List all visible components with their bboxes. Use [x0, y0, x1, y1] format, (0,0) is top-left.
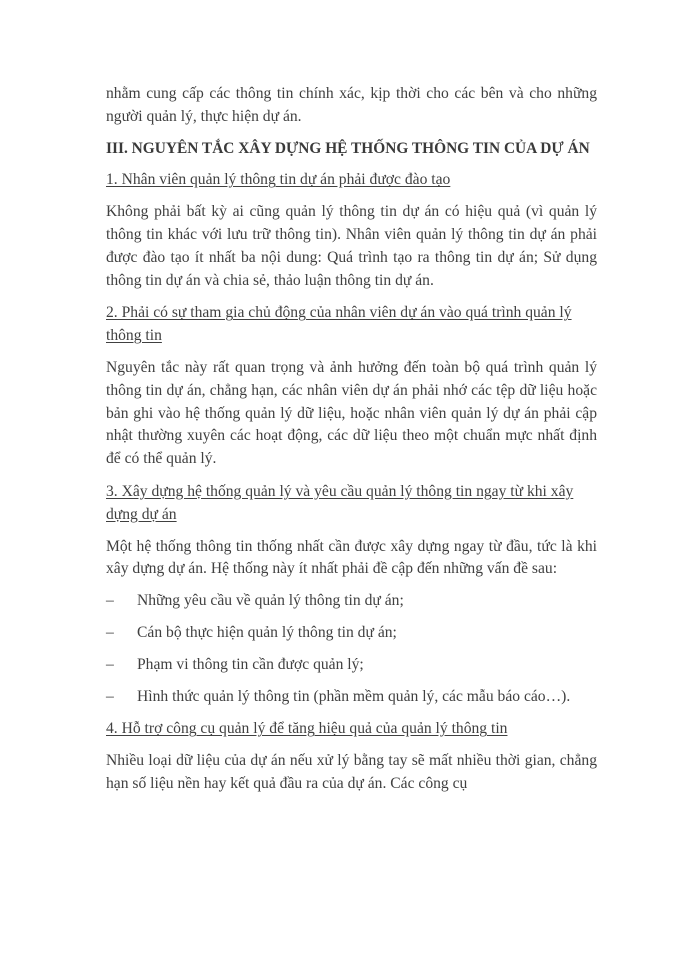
subsection-2-title: 2. Phải có sự tham gia chủ động của nhân viên dự án vào quá trình quản lý thông tin: [106, 304, 572, 345]
subsection-1-title: 1. Nhân viên quản lý thông tin dự án phải được đào tạo: [106, 171, 451, 189]
subsection-3-body: Một hệ thống thông tin thống nhất cần được xây dựng ngay từ đầu, tức là khi xây dựng dự án. Hệ thống này ít nhất phải đề cập đến những vấn đề sau:: [106, 537, 597, 578]
list-item-text: Những yêu cầu về quản lý thông tin dự án;: [137, 592, 404, 610]
list-item: [106, 686, 597, 709]
list-item: [106, 590, 597, 613]
list-item-text: Phạm vi thông tin cần được quản lý;: [137, 655, 364, 673]
subsection-4-title: 4. Hỗ trợ công cụ quản lý để tăng hiệu quả của quản lý thông tin: [106, 720, 508, 738]
document-page: [106, 83, 597, 796]
bullet-dash: –: [106, 623, 114, 641]
bullet-dash: –: [106, 655, 114, 673]
subsection-4-body: Nhiều loại dữ liệu của dự án nếu xử lý bằng tay sẽ mất nhiều thời gian, chẳng hạn số liệu nền hay kết quả đầu ra của dự án. Các công cụ: [106, 752, 597, 792]
bullet-dash: –: [106, 687, 114, 705]
intro-paragraph: nhằm cung cấp các thông tin chính xác, kịp thời cho các bên và cho những người quản lý, thực hiện dự án.: [106, 85, 597, 125]
bullet-dash: –: [106, 592, 114, 610]
subsection-3-title: 3. Xây dựng hệ thống quản lý và yêu cầu quản lý thông tin ngay từ khi xây dựng dự án: [106, 482, 574, 523]
list-item-text: Hình thức quản lý thông tin (phần mềm quản lý, các mẫu báo cáo…).: [137, 687, 571, 705]
list-item: [106, 654, 597, 677]
list-item: [106, 622, 597, 645]
list-item-text: Cán bộ thực hiện quản lý thông tin dự án;: [137, 623, 397, 641]
subsection-1-body: Không phải bất kỳ ai cũng quản lý thông tin dự án có hiệu quả (vì quản lý thông tin khác với lưu trữ thông tin). Nhân viên quản lý thông tin dự án phải được đào tạo ít nhất ba nội dung: Quá trình tạo ra thông tin dự án; Sử dụng thông tin dự án và chia sẻ, thảo luận thông tin dự án.: [106, 203, 597, 289]
subsection-2-body: Nguyên tắc này rất quan trọng và ảnh hưởng đến toàn bộ quá trình quản lý thông tin dự án, chẳng hạn, các nhân viên dự án phải nhớ các tệp dữ liệu hoặc bản ghi vào hệ thống quản lý dữ liệu, hoặc nhân viên quản lý dự án phải cập nhật thường xuyên các hoạt động, các dữ liệu theo một chuẩn mực nhất định để có thể quản lý.: [106, 358, 597, 468]
section-heading: III. NGUYÊN TẮC XÂY DỰNG HỆ THỐNG THÔNG TIN CỦA DỰ ÁN: [106, 139, 590, 157]
